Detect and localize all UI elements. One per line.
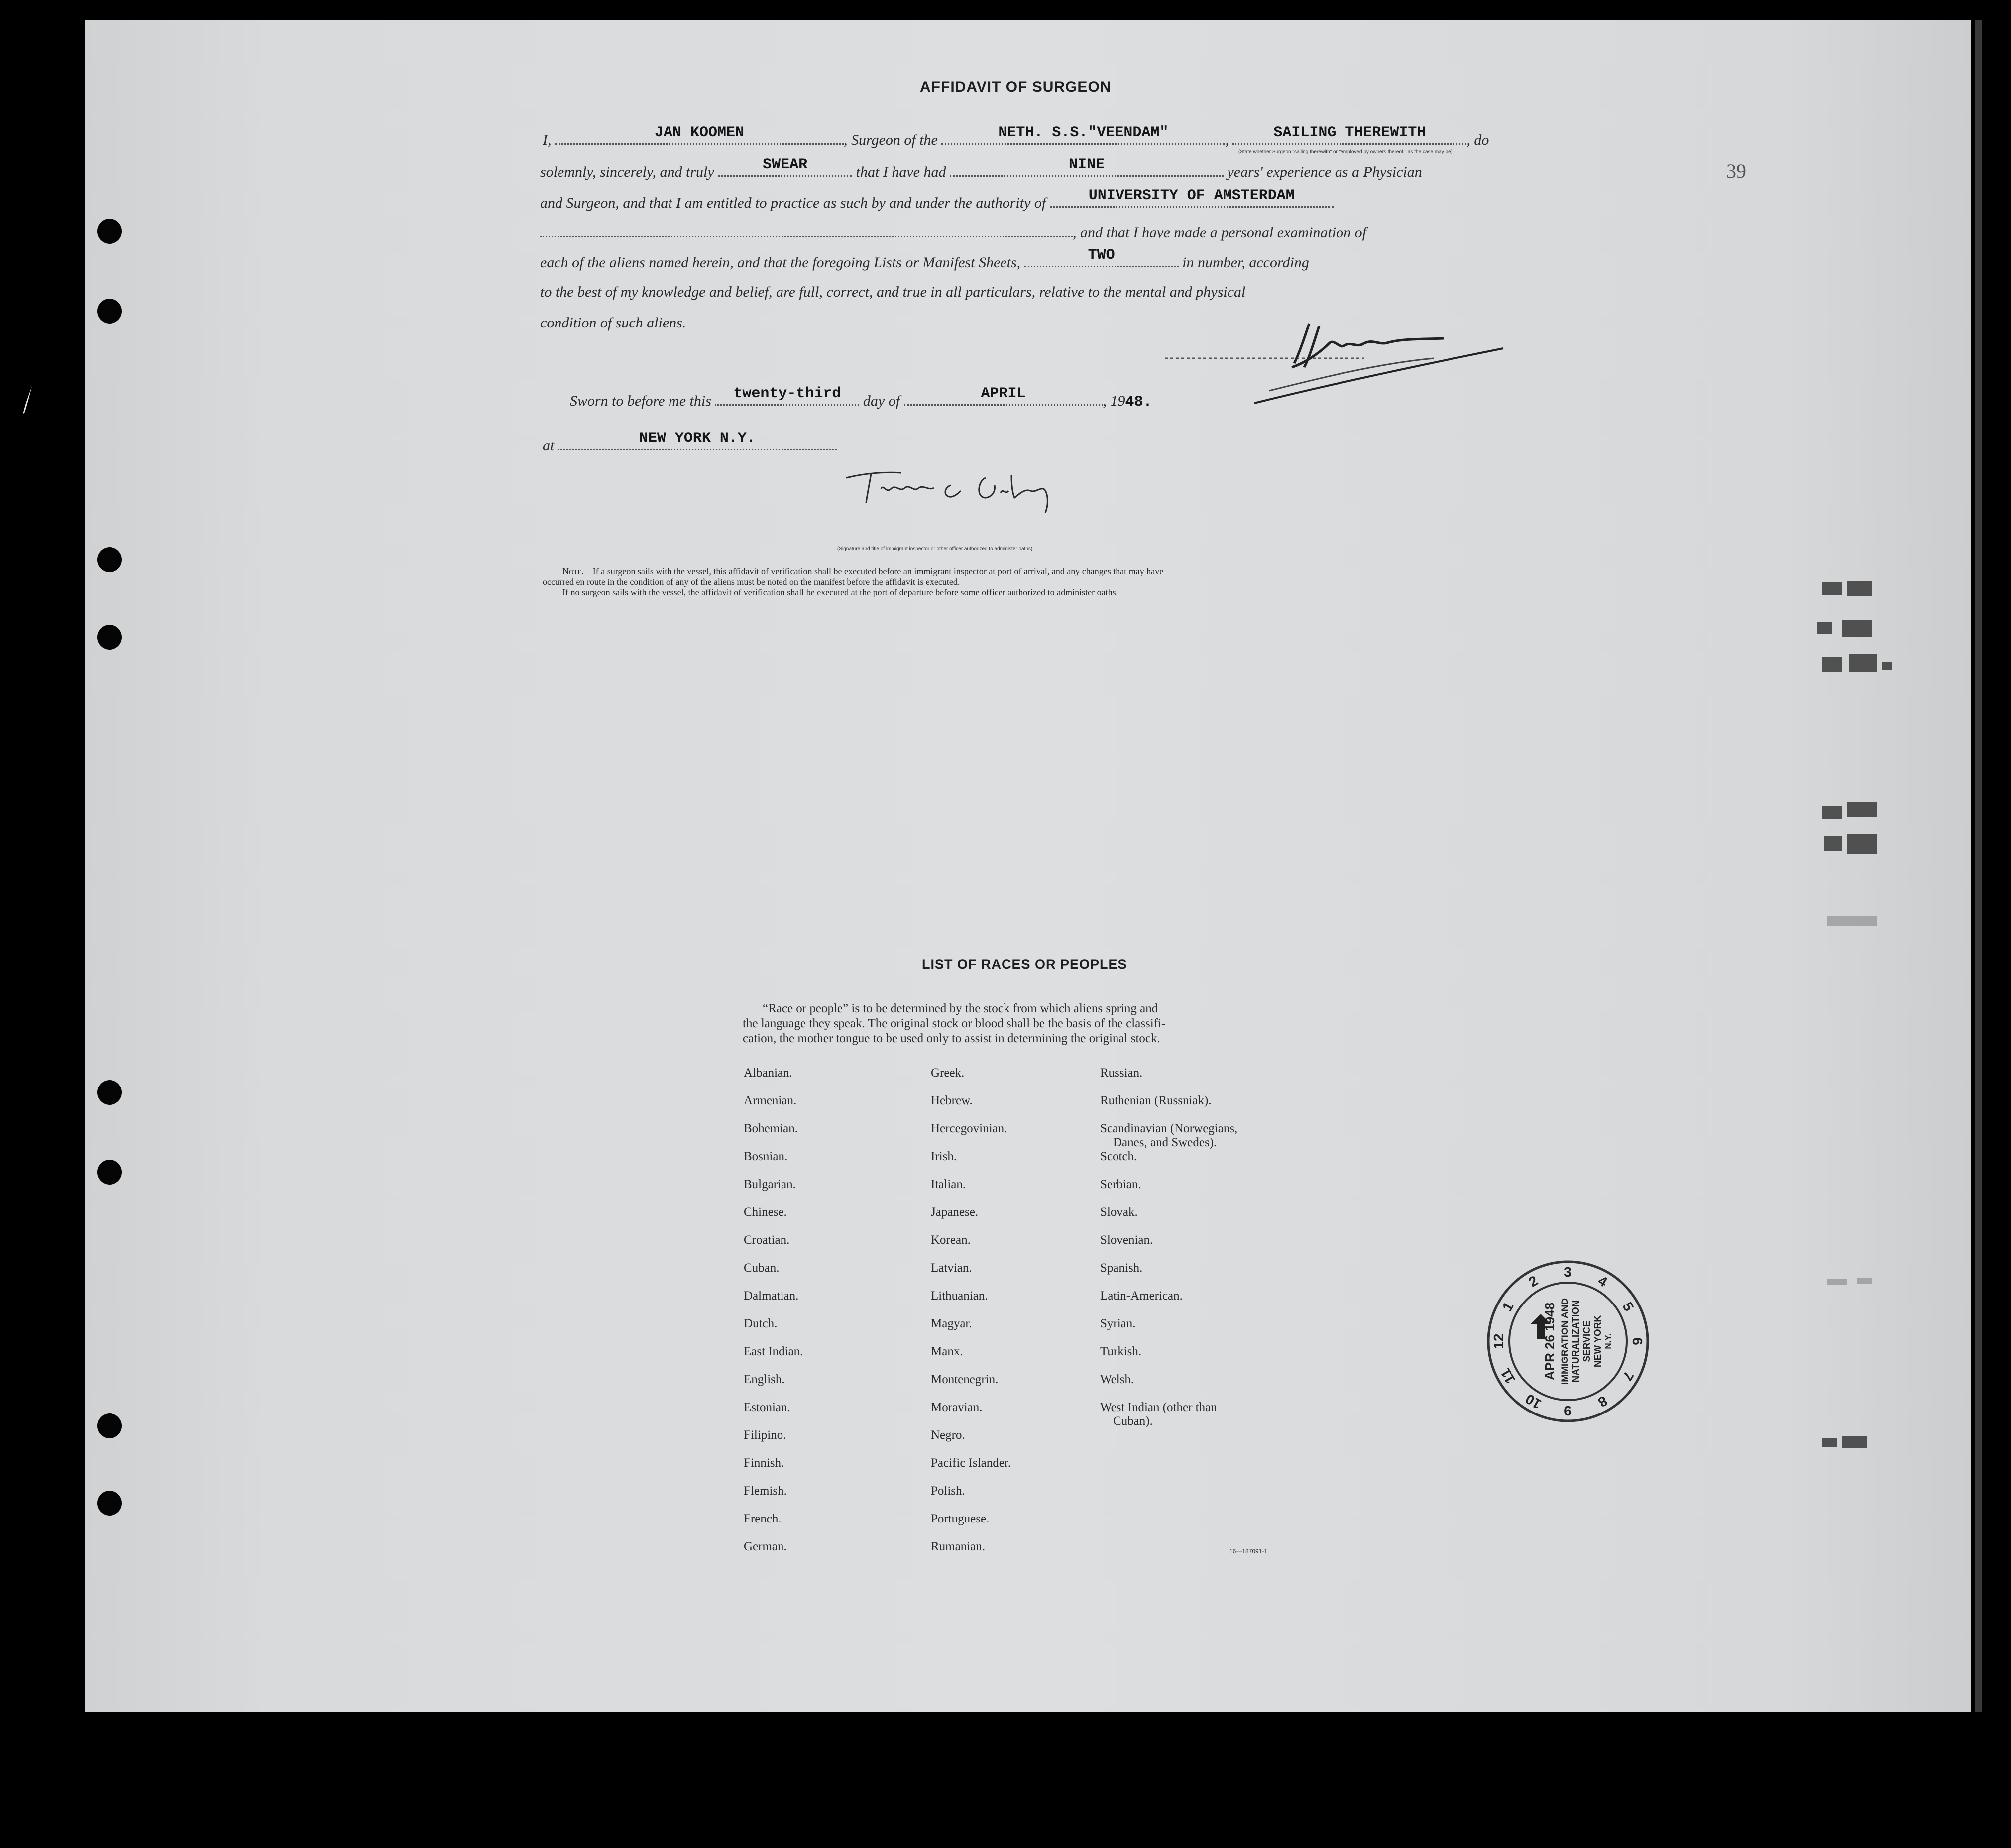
race-item: Bohemian. xyxy=(744,1122,798,1135)
affidavit-line-1: I, JAN KOOMEN , Surgeon of the NETH. S.S."VEENDAM" , SAILING THEREWITH , do xyxy=(543,124,1489,148)
race-item: Portuguese. xyxy=(931,1512,990,1525)
sworn-month-field xyxy=(904,385,1103,406)
text-at: at xyxy=(543,437,555,454)
stamp-ring-number: 9 xyxy=(1564,1403,1572,1418)
race-item: Ruthenian (Russniak). xyxy=(1100,1094,1212,1107)
race-item: Magyar. xyxy=(931,1317,972,1330)
text-surgeon-of: , Surgeon of the xyxy=(844,132,938,148)
race-item: Syrian. xyxy=(1100,1317,1136,1330)
race-item: Lithuanian. xyxy=(931,1289,988,1303)
state-note: (State whether Surgeon "sailing therewith" or "employed by owners thereof," as the case may be) xyxy=(1238,149,1452,155)
binder-hole xyxy=(97,625,122,650)
sworn-month: APRIL xyxy=(981,385,1026,402)
race-item: Japanese. xyxy=(931,1205,979,1219)
binder-hole xyxy=(97,1080,122,1105)
note-line-3: If no surgeon sails with the vessel, the affidavit of verification shall be executed at the port of departure before some officer authorized to administer oaths. xyxy=(562,587,1118,597)
race-item: Armenian. xyxy=(744,1094,797,1107)
affidavit-line-3 xyxy=(540,187,1334,212)
sworn-day-field xyxy=(715,385,859,406)
text-years-experience: years' experience as a Physician xyxy=(1227,164,1422,180)
sheet-edge-shadow xyxy=(1975,20,1982,1712)
race-item: Turkish. xyxy=(1100,1345,1142,1358)
surgeon-name: JAN KOOMEN xyxy=(654,124,745,141)
stamp-line-5: N.Y. xyxy=(1603,1333,1613,1349)
affidavit-line-6: to the best of my knowledge and belief, are full, correct, and true in all particulars, relative to the mental and physical xyxy=(540,284,1246,300)
race-item: Slovak. xyxy=(1100,1205,1138,1219)
stamp-ring-number: 7 xyxy=(1619,1369,1637,1384)
race-item: Cuban). xyxy=(1113,1414,1153,1428)
at-line xyxy=(543,430,837,454)
race-item: Hercegovinian. xyxy=(931,1122,1007,1135)
text-sworn-to: Sworn to before me this xyxy=(570,393,711,409)
sworn-place: NEW YORK N.Y. xyxy=(639,430,756,447)
race-item: Rumanian. xyxy=(931,1540,986,1553)
inspector-caption: (Signature and title of immigrant inspector or other officer authorized to administer oaths) xyxy=(837,546,1033,552)
surgeon-signature xyxy=(1155,309,1513,408)
race-item: Greek. xyxy=(931,1066,965,1080)
binder-hole xyxy=(97,547,122,572)
text-i: I, xyxy=(543,132,552,148)
race-item: Moravian. xyxy=(931,1401,983,1414)
race-item: Croatian. xyxy=(744,1233,790,1247)
race-item: English. xyxy=(744,1373,785,1386)
authority-field xyxy=(1050,187,1334,208)
race-item: Finnish. xyxy=(744,1456,784,1470)
stamp-line-4: NEW YORK xyxy=(1593,1315,1603,1368)
stamp-ring-number: 2 xyxy=(1526,1272,1541,1290)
race-item: Korean. xyxy=(931,1233,971,1247)
stamp-line-3: SERVICE xyxy=(1582,1320,1592,1362)
place-field xyxy=(558,430,837,450)
note-block xyxy=(543,566,1478,598)
race-item: Latin-American. xyxy=(1100,1289,1183,1303)
stamp-line-2: NATURALIZATION xyxy=(1571,1300,1581,1383)
stamp-ring-number: 6 xyxy=(1630,1337,1645,1345)
race-item: Irish. xyxy=(931,1150,957,1163)
authority-continued-field xyxy=(540,223,1073,237)
intro-line-1: “Race or people” is to be determined by the stock from which aliens spring and xyxy=(763,1002,1158,1015)
text-nineteen: , 19 xyxy=(1103,393,1125,409)
stamp-line-1: IMMIGRATION AND xyxy=(1560,1298,1570,1385)
text-i-have-had: that I have had xyxy=(856,164,946,180)
race-item: Spanish. xyxy=(1100,1261,1143,1275)
note-label: Note. xyxy=(562,566,584,576)
race-item: Welsh. xyxy=(1100,1373,1134,1386)
stamp-ring-number: 4 xyxy=(1595,1272,1610,1290)
affidavit-title: AFFIDAVIT OF SURGEON xyxy=(920,79,1112,95)
race-item: Montenegrin. xyxy=(931,1373,999,1386)
stamp-ring-number: 10 xyxy=(1523,1391,1544,1412)
race-item: Latvian. xyxy=(931,1261,972,1275)
text-in-number: in number, according xyxy=(1182,254,1309,271)
note-text-1: —If a surgeon sails with the vessel, this affidavit of verification shall be executed before an immigrant inspector at port of arrival, and any changes that may have xyxy=(583,566,1164,576)
text-do: , do xyxy=(1466,132,1489,148)
binder-hole xyxy=(97,219,122,244)
race-item: Slovenian. xyxy=(1100,1233,1153,1247)
intro-line-3: cation, the mother tongue to be used only to assist in determining the original stock. xyxy=(743,1032,1160,1045)
race-item: German. xyxy=(744,1540,787,1553)
margin-smudges xyxy=(1812,572,1911,1493)
stamp-ring-number: 3 xyxy=(1564,1264,1572,1280)
race-item: Danes, and Swedes). xyxy=(1113,1136,1217,1149)
stamp-date: APR 26 1948 xyxy=(1542,1302,1557,1381)
sailing-status-field xyxy=(1232,124,1466,145)
oath-field xyxy=(718,156,852,177)
text-manifest-sheets: each of the aliens named herein, and that the foregoing Lists or Manifest Sheets, xyxy=(540,254,1021,271)
binder-hole xyxy=(97,1491,122,1516)
note-line-2: occurred en route in the condition of any of the aliens must be noted on the manifest before the affidavit is executed. xyxy=(543,577,960,587)
races-title: LIST OF RACES OR PEOPLES xyxy=(922,957,1127,972)
sheets-count-field xyxy=(1024,247,1179,267)
race-item: Estonian. xyxy=(744,1401,790,1414)
race-item: Pacific Islander. xyxy=(931,1456,1011,1470)
vessel-name: NETH. S.S."VEENDAM" xyxy=(998,124,1169,141)
race-item: Scotch. xyxy=(1100,1150,1137,1163)
race-item: East Indian. xyxy=(744,1345,803,1358)
affidavit-line-7: condition of such aliens. xyxy=(540,315,686,331)
immigration-stamp xyxy=(1486,1259,1650,1423)
intro-line-2: the language they speak. The original stock or blood shall be the basis of the classifi- xyxy=(743,1017,1166,1030)
race-item: Bulgarian. xyxy=(744,1178,796,1191)
edge-mark-icon xyxy=(18,383,38,418)
race-item: Dalmatian. xyxy=(744,1289,799,1303)
race-item: Chinese. xyxy=(744,1205,787,1219)
text-solemnly: solemnly, sincerely, and truly xyxy=(540,164,714,180)
race-item: Manx. xyxy=(931,1345,963,1358)
sailing-status: SAILING THEREWITH xyxy=(1273,124,1426,141)
years-experience: NINE xyxy=(1068,156,1105,173)
authority-name: UNIVERSITY OF AMSTERDAM xyxy=(1088,187,1295,204)
races-intro xyxy=(743,1001,1165,1046)
race-item: Polish. xyxy=(931,1484,965,1498)
race-item: Hebrew. xyxy=(931,1094,973,1107)
race-item: Cuban. xyxy=(744,1261,780,1275)
affidavit-line-5 xyxy=(540,247,1309,271)
race-item: Serbian. xyxy=(1100,1178,1141,1191)
race-item: Scandinavian (Norwegians, xyxy=(1100,1122,1238,1135)
race-item: French. xyxy=(744,1512,782,1525)
stamp-ring-number: 1 xyxy=(1499,1299,1517,1314)
stamp-ring-number: 12 xyxy=(1491,1333,1506,1349)
stamp-ring-number: 5 xyxy=(1619,1299,1637,1314)
sworn-day: twenty-third xyxy=(733,385,841,402)
surgeon-name-field xyxy=(555,124,844,145)
text-personal-examination: , and that I have made a personal examination of xyxy=(1073,224,1366,241)
form-code: 16—187091-1 xyxy=(1229,1548,1268,1555)
race-item: Bosnian. xyxy=(744,1150,788,1163)
race-item: Albanian. xyxy=(744,1066,792,1080)
race-item: Russian. xyxy=(1100,1066,1143,1080)
binder-hole xyxy=(97,1413,122,1438)
text-day-of: day of xyxy=(863,393,900,409)
race-item: Negro. xyxy=(931,1428,965,1442)
document-sheet xyxy=(85,20,1971,1712)
race-item: Filipino. xyxy=(744,1428,786,1442)
affidavit-line-2 xyxy=(540,156,1422,181)
years-field xyxy=(950,156,1224,177)
note-line-1 xyxy=(543,566,1478,577)
stamp-ring-number: 11 xyxy=(1497,1366,1519,1387)
page-number: 39 xyxy=(1726,160,1746,182)
sworn-year: 48. xyxy=(1125,394,1152,411)
race-item: West Indian (other than xyxy=(1100,1401,1217,1414)
race-item: Flemish. xyxy=(744,1484,787,1498)
race-item: Italian. xyxy=(931,1178,966,1191)
binder-hole xyxy=(97,1160,122,1185)
vessel-field xyxy=(941,124,1225,145)
sheets-count: TWO xyxy=(1088,247,1115,264)
oath-type: SWEAR xyxy=(763,156,808,173)
text-authority: and Surgeon, and that I am entitled to practice as such by and under the authority of xyxy=(540,195,1046,211)
inspector-signature xyxy=(836,458,1095,518)
affidavit-line-4 xyxy=(540,223,1366,241)
sworn-line xyxy=(570,385,1152,411)
binder-hole xyxy=(97,299,122,324)
stamp-ring-number: 8 xyxy=(1595,1393,1610,1411)
race-item: Dutch. xyxy=(744,1317,778,1330)
